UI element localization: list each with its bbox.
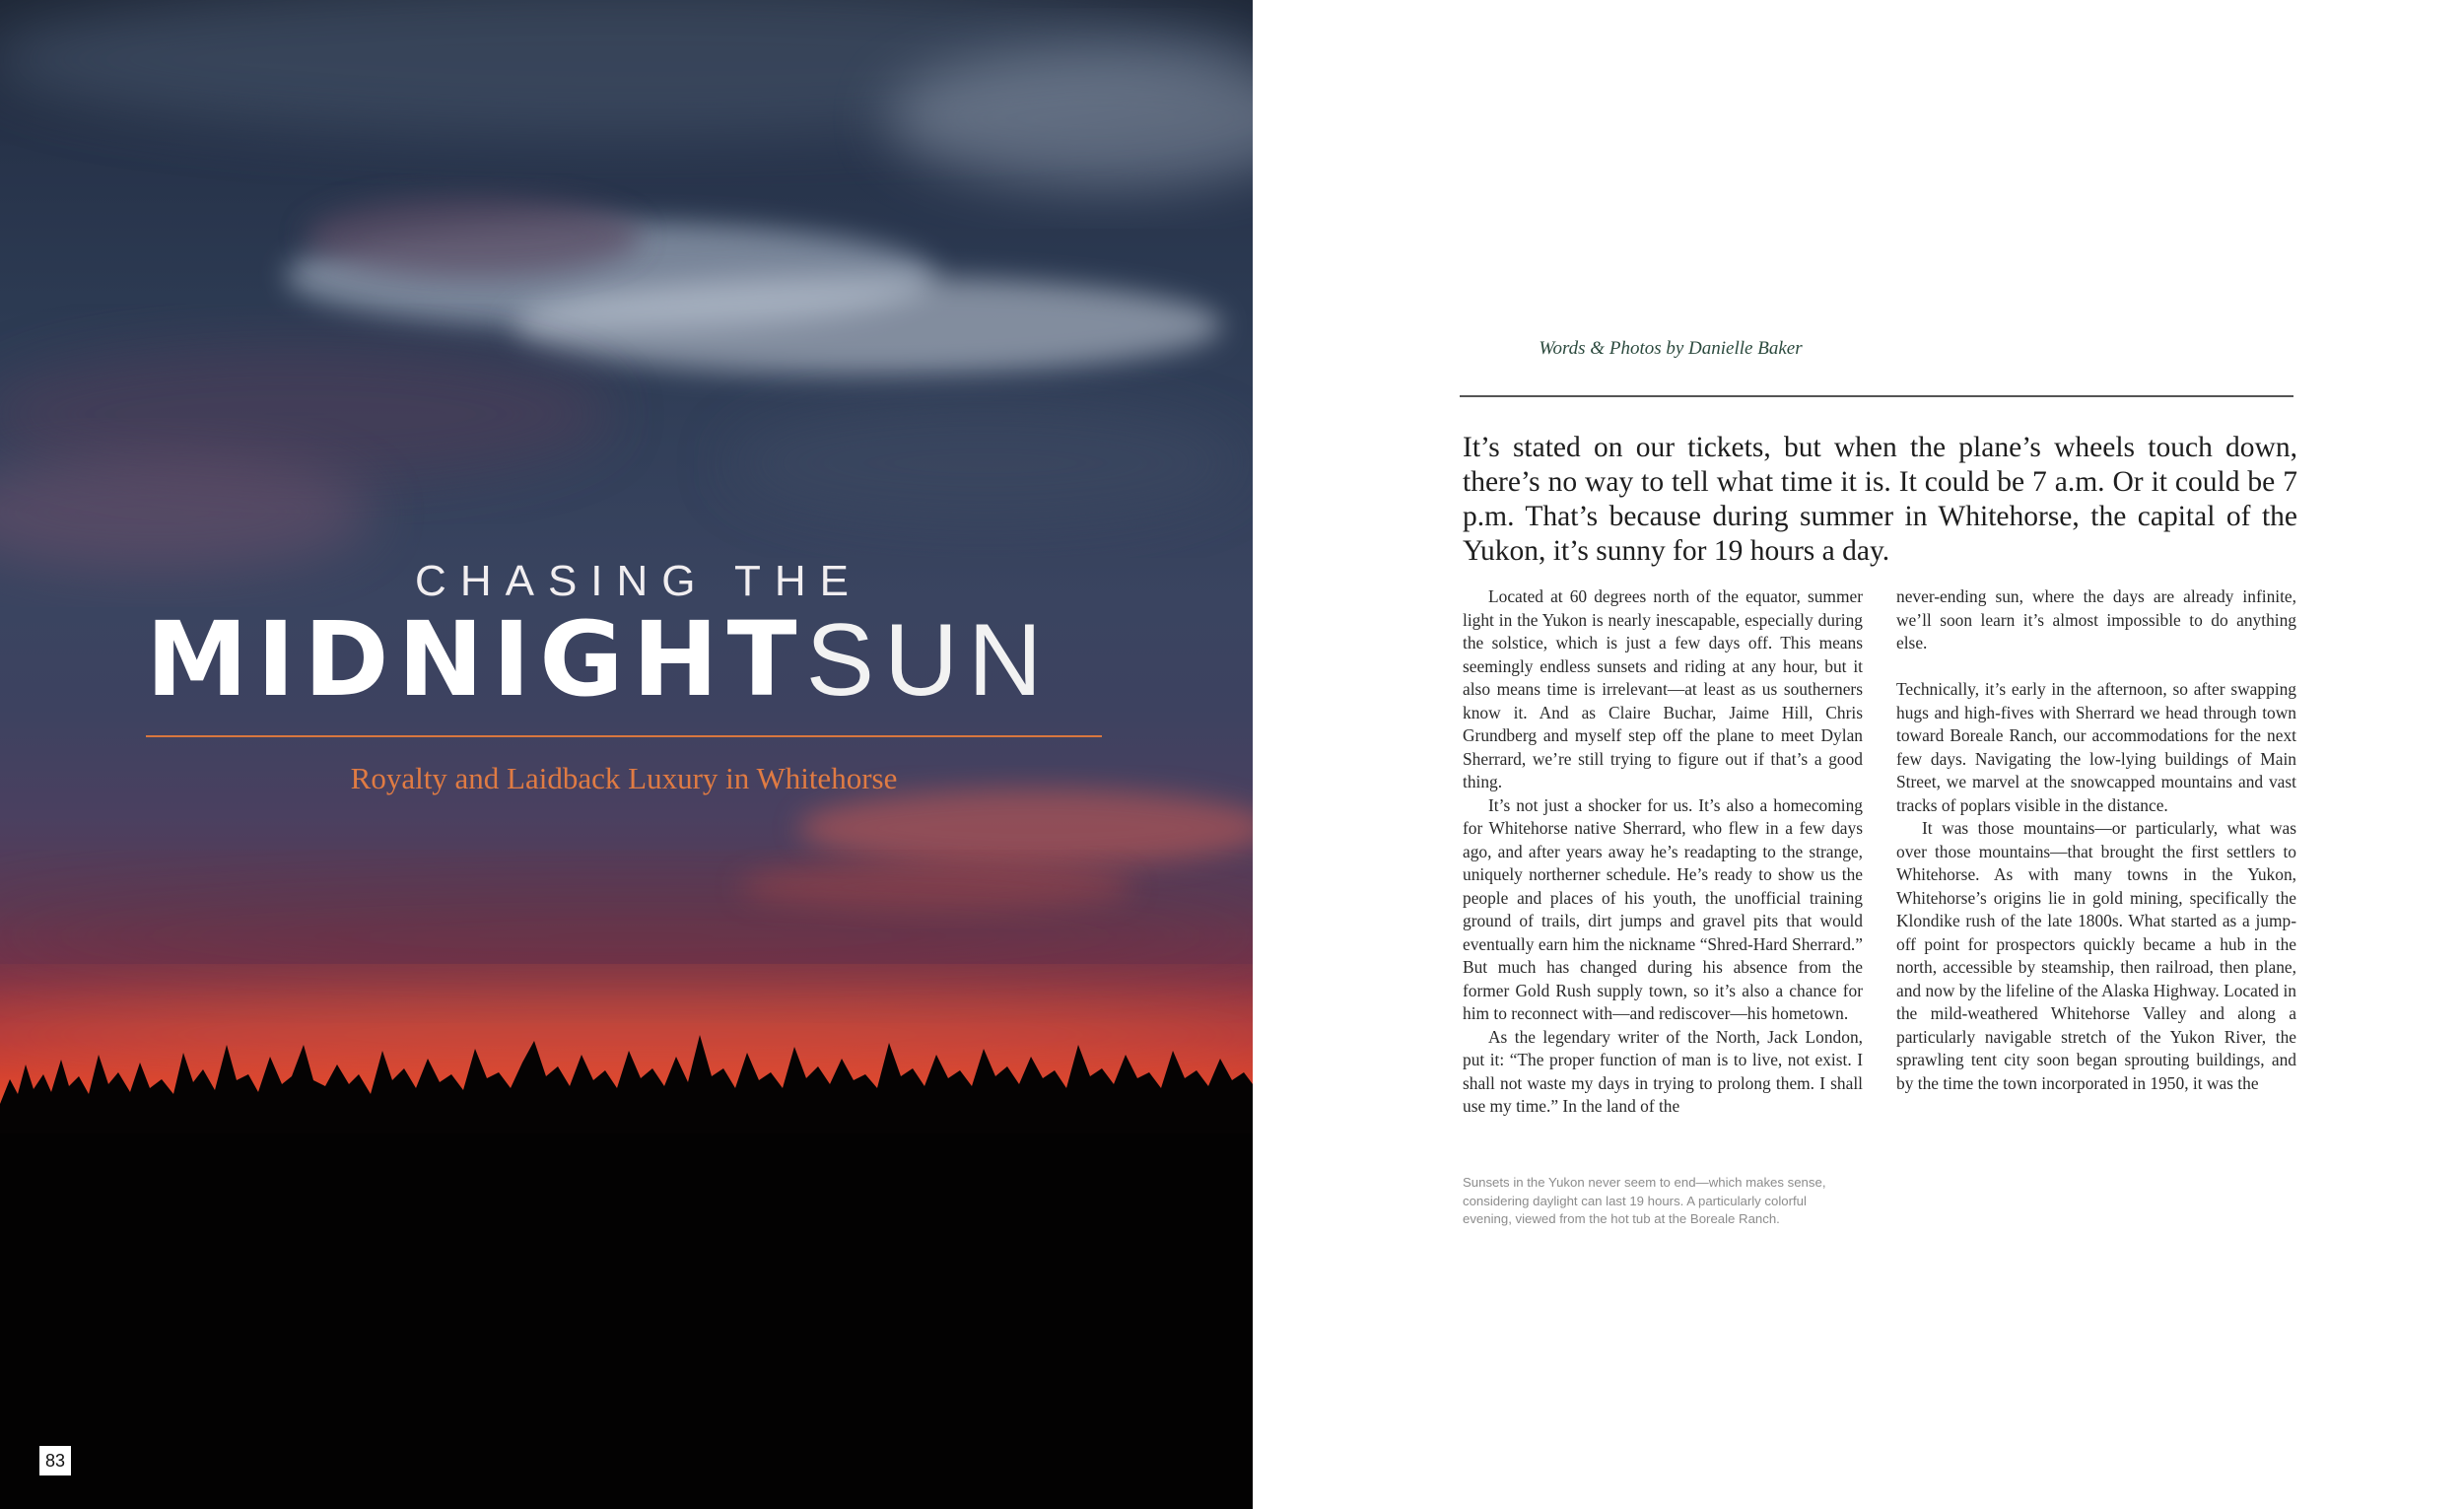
clouds [0,0,1253,991]
lede-paragraph: It’s stated on our tickets, but when the plane’s wheels touch down, there’s no way to tell what time it is. It could be 7 a.m. Or it could be 7 p.m. That’s because during summer in Whitehorse, the capital of the Yukon, it’s sunny for 19 hours a day. [1463,432,2297,567]
foreground-dark [0,1133,1253,1509]
headline-light: SUN [805,603,1053,718]
headline [146,599,1102,720]
dek-subtitle: Royalty and Laidback Luxury in Whitehorse [350,761,898,795]
body-paragraph: Located at 60 degrees north of the equator, summer light in the Yukon is nearly inescapable, especially during the solstice, which is just a few days off. This means seemingly endless sunsets and riding at any hour, but it also means time is irrelevant—at least as us southerners know it. And as Claire Buchar, Jaime Hill, Chris Grundberg and myself step off the plane to meet Dylan Sherrard, we’re still trying to figure out if that’s a good thing. [1463,586,1863,791]
byline-divider [1460,395,2293,397]
body-paragraph: As the legendary writer of the North, Jack London, put it: “The proper function of man is to live, not exist. I shall not waste my days in trying to prolong them. I shall use my time.” In the land of the [1463,1026,1863,1116]
body-paragraph: It was those mountains—or particularly, what was over those mountains—that brought the first settlers to Whitehorse. As with many towns in the Yukon, Whitehorse’s origins lie in gold mining, specifically the Klondike rush of the late 1800s. What started as a jump-off point for prospectors quickly became a hub in the north, accessible by steamship, then railroad, then plane, and now by the lifeline of the Alaska Highway. Located in the mild-weathered Whitehorse Valley and along a particularly navigable stretch of the Yukon River, the sprawling tent city soon began sprouting buildings, and by the time the town incorporated in 1950, it was the [1896,818,2296,1093]
body-column-2 [1896,585,2296,1095]
body-paragraph: Technically, it’s early in the afternoon, so after swapping hugs and high-fives with Sherrard we head through town toward Boreale Ranch, our accommodations for the next few days. Navigating the low-lying buildings of Main Street, we marvel at the snowcapped mountains and vast tracks of poplars visible in the distance. [1896,679,2296,815]
body-paragraph: It’s not just a shocker for us. It’s also a homecoming for Whitehorse native Sherrard, who flew in a few days ago, and after years away he’s readapting to the strange, uniquely northerner schedule. He’s ready to show us the people and places of his youth, the unofficial training ground of trails, dirt jumps and gravel pits that would eventually earn him the nickname “Shred-Hard Sherrard.” But much has changed during his absence from the former Gold Rush supply town, so it’s also a chance for him to reconnect with—and rediscover—his hometown. [1463,794,1863,1023]
title-block [146,557,1102,796]
byline: Words & Photos by Danielle Baker [1539,338,1803,359]
body-column-1 [1463,585,1863,1119]
photo-caption: Sunsets in the Yukon never seem to end—which makes sense, considering daylight can last 19 hours. A particularly colorful evening, viewed from the hot tub at the Boreale Ranch. [1463,1175,1826,1226]
title-divider [146,735,1102,737]
page-number: 83 [39,1446,71,1475]
body-paragraph: never-ending sun, where the days are already infinite, we’ll soon learn it’s almost impossible to do anything else. [1896,586,2296,652]
title-kicker: CHASING THE [415,557,862,605]
headline-bold: MIDNIGHT [146,599,806,720]
